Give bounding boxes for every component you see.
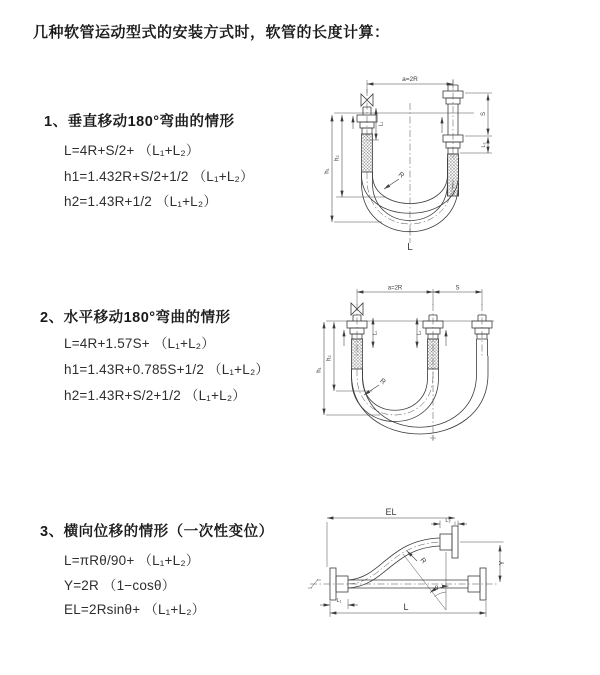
section-2-formula-h1: h1=1.43R+0.785S+1/2 （L₁+L₂） bbox=[64, 362, 270, 377]
radius-callout bbox=[403, 551, 446, 610]
pipe-break-icon bbox=[308, 579, 321, 588]
dimension-l1 bbox=[373, 318, 379, 348]
dimension-y bbox=[460, 542, 506, 582]
dim-label-h1: h₁ bbox=[324, 168, 331, 174]
section-3-formula-EL: EL=2Rsinθ+ （L₁+L₂） bbox=[64, 602, 206, 617]
dimension-l bbox=[330, 601, 486, 617]
centerlines bbox=[367, 79, 453, 243]
dim-label-a2r: a=2R bbox=[387, 285, 403, 292]
dimension-l1 bbox=[320, 598, 358, 609]
dim-label-el: EL bbox=[385, 507, 397, 517]
hose-u-shape bbox=[362, 158, 459, 235]
dim-label-l: L bbox=[403, 602, 409, 612]
dimension-l2 bbox=[417, 318, 423, 348]
dimension-h1 bbox=[325, 115, 383, 222]
hose-s-curve bbox=[348, 538, 440, 588]
section-1-formula-L: L=4R+S/2+ （L₁+L₂） bbox=[64, 143, 200, 158]
upper-flange-displaced bbox=[440, 526, 458, 558]
dimension-s bbox=[433, 286, 482, 306]
hose-u-shapes bbox=[352, 356, 489, 441]
dim-label-l1: L₁ bbox=[372, 330, 379, 336]
dim-label-a2r: a=2R bbox=[402, 76, 418, 83]
dimension-a-2r bbox=[357, 286, 433, 306]
section-2-formula-h2: h2=1.43R+S/2+1/2 （L₁+L₂） bbox=[64, 388, 246, 403]
dimension-h2 bbox=[327, 322, 373, 391]
diagram-vertical-180-bend bbox=[310, 63, 600, 273]
dimension-l2 bbox=[481, 137, 488, 153]
dimension-l2 bbox=[431, 518, 467, 528]
motion-arrows bbox=[353, 116, 442, 133]
centerlines bbox=[357, 304, 482, 440]
dim-label-y: Y bbox=[499, 560, 506, 566]
dim-label-l2: L₂ bbox=[416, 330, 423, 336]
angle-label: θ bbox=[434, 585, 439, 592]
section-1-formula-h2: h2=1.43R+1/2 （L₁+L₂） bbox=[64, 194, 218, 209]
radius-label: R bbox=[378, 377, 387, 387]
section-1-formula-h1: h1=1.432R+S/2+1/2 （L₁+L₂） bbox=[64, 169, 254, 184]
dim-label-s: S bbox=[481, 111, 487, 117]
dim-label-h2: h₂ bbox=[334, 155, 341, 161]
dim-label-l2: L₂ bbox=[445, 518, 451, 524]
length-label: L bbox=[407, 242, 413, 253]
dimension-a-2r bbox=[367, 76, 453, 93]
section-2-formula-L: L=4R+1.57S+ （L₁+L₂） bbox=[64, 336, 215, 351]
radius-label: R bbox=[418, 556, 428, 566]
dimension-h1 bbox=[317, 322, 381, 415]
page-title: 几种软管运动型式的安装方式时，软管的长度计算： bbox=[33, 24, 390, 41]
dim-label-s: S bbox=[455, 285, 460, 292]
braided-hose-section bbox=[362, 134, 373, 172]
section-3-formula-L: L=πRθ/90+ （L₁+L₂） bbox=[64, 553, 200, 568]
section-3-formula-Y: Y=2R （1−cosθ） bbox=[64, 578, 176, 593]
radius-label: R bbox=[396, 171, 406, 180]
section-2-heading: 2、水平移动180°弯曲的情形 bbox=[40, 310, 231, 326]
radius-callout bbox=[384, 171, 405, 189]
radius-callout bbox=[364, 378, 387, 395]
braided-hose-section bbox=[448, 154, 459, 196]
section-1-heading: 1、垂直移动180°弯曲的情形 bbox=[44, 114, 235, 130]
diagram-lateral-offset bbox=[300, 498, 600, 663]
dim-label-l2: L₂ bbox=[481, 142, 487, 148]
dim-label-l1: L₁ bbox=[336, 598, 342, 604]
right-pipe-fitting bbox=[443, 85, 463, 196]
dim-label-h1: h₁ bbox=[316, 367, 323, 373]
dimension-s bbox=[460, 93, 492, 153]
dimension-el bbox=[327, 507, 455, 567]
section-3-heading: 3、横向位移的情形（一次性变位） bbox=[40, 524, 274, 540]
diagram-horizontal-180-bend bbox=[310, 278, 600, 478]
dim-label-l1: L₁ bbox=[378, 121, 385, 127]
angle-callout bbox=[430, 585, 449, 597]
dim-label-h2: h₂ bbox=[326, 355, 333, 361]
